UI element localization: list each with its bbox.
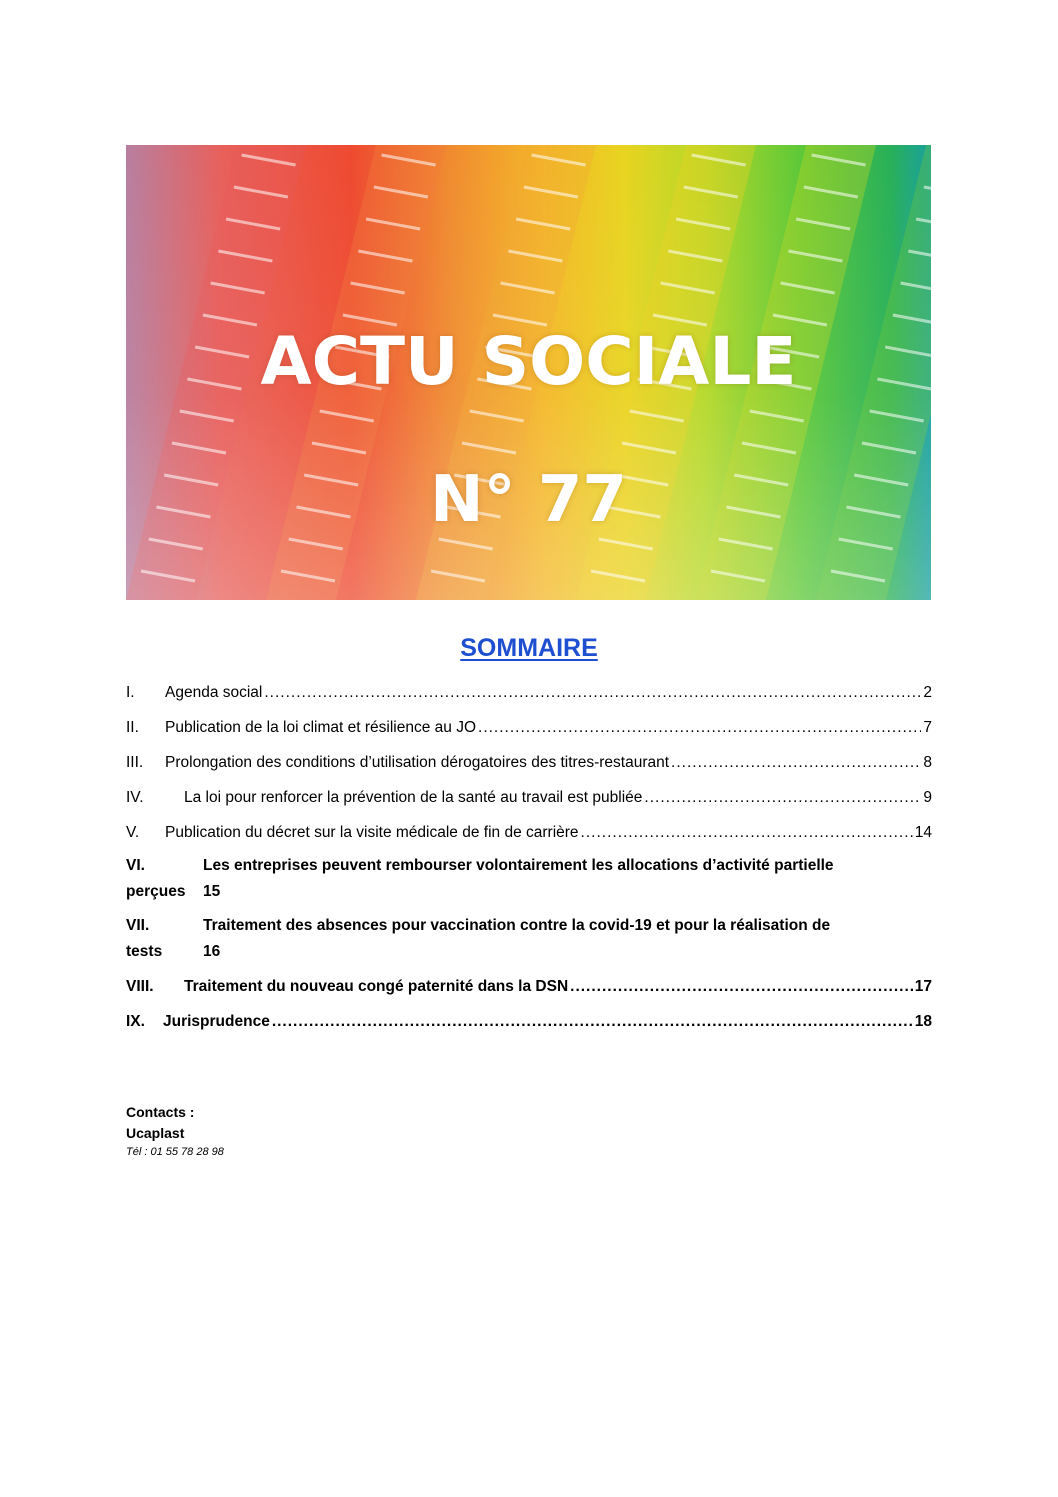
contacts-label: Contacts : (126, 1104, 195, 1120)
toc-entry[interactable] (126, 978, 932, 1002)
toc-page: 16 (203, 943, 221, 960)
toc-page: 15 (203, 883, 221, 900)
toc-leader (570, 978, 913, 996)
toc-page: 8 (923, 754, 932, 771)
toc-page: 14 (914, 824, 932, 841)
toc-entry[interactable] (126, 754, 932, 778)
toc-page: 9 (923, 789, 932, 806)
toc-title: Traitement des absences pour vaccination contre la covid-19 et pour la réalisation de (203, 917, 831, 934)
toc-number: V. (126, 824, 140, 841)
toc-number: VII. (126, 917, 150, 934)
organization-name: Ucaplast (126, 1125, 185, 1141)
toc-entry[interactable] (126, 789, 932, 813)
contacts-block (126, 1102, 224, 1160)
toc-entry[interactable] (126, 857, 932, 909)
toc-leader (272, 1013, 913, 1031)
toc-number: IX. (126, 1013, 145, 1030)
toc-entry[interactable] (126, 824, 932, 848)
toc-page: 18 (914, 1013, 932, 1030)
toc-entry[interactable] (126, 917, 932, 969)
toc-title: Publication du décret sur la visite médicale de fin de carrière (165, 824, 579, 841)
toc-page: 17 (914, 978, 932, 995)
toc-page: 2 (923, 684, 932, 701)
toc-title: Publication de la loi climat et résilience au JO (165, 719, 477, 736)
toc-number: VI. (126, 857, 145, 874)
toc-title: Agenda social (165, 684, 263, 701)
toc-entry[interactable] (126, 719, 932, 743)
toc-title: Les entreprises peuvent rembourser volontairement les allocations d’activité partielle (203, 857, 834, 874)
toc-page: 7 (923, 719, 932, 736)
toc-title: Jurisprudence (163, 1013, 270, 1030)
toc-number: III. (126, 754, 144, 771)
cover-banner (126, 145, 931, 600)
toc-number: II. (126, 719, 139, 736)
toc-leader (478, 719, 921, 737)
toc-entry[interactable] (126, 684, 932, 708)
toc-title: Traitement du nouveau congé paternité dans la DSN (184, 978, 569, 995)
toc-leader (671, 754, 921, 772)
toc-number: I. (126, 684, 135, 701)
toc-number: VIII. (126, 978, 154, 995)
toc-number: IV. (126, 789, 144, 806)
toc-leader (264, 684, 921, 702)
toc-title-continued: tests (126, 943, 163, 960)
toc-title: Prolongation des conditions d’utilisation dérogatoires des titres-restaurant (165, 754, 670, 771)
phone-number: Tél : 01 55 78 28 98 (126, 1146, 224, 1158)
toc-title: La loi pour renforcer la prévention de la santé au travail est publiée (184, 789, 643, 806)
summary-heading: SOMMAIRE (460, 634, 598, 662)
toc-entry[interactable] (126, 1013, 932, 1037)
toc-leader (644, 789, 921, 807)
issue-number: N° 77 (430, 463, 627, 537)
toc-title-continued: perçues (126, 883, 186, 900)
toc-leader (581, 824, 913, 842)
cover-title: ACTU SOCIALE (260, 323, 797, 400)
